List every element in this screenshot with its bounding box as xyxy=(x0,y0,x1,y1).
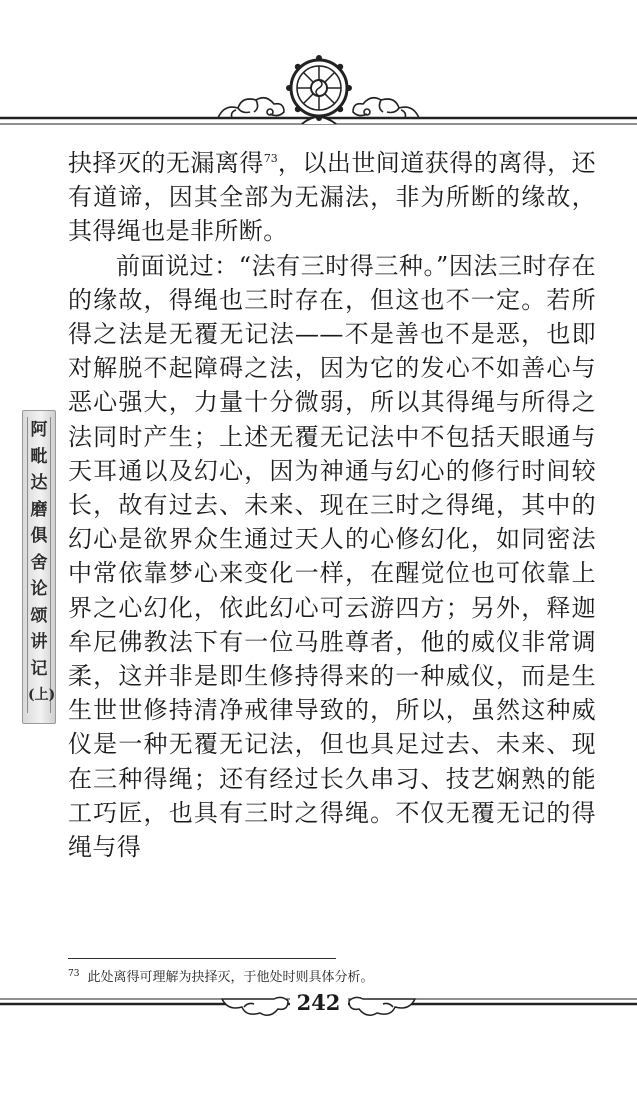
side-tab-char: 磨 xyxy=(30,499,48,520)
footnote-divider xyxy=(68,958,336,959)
page-number: 242 xyxy=(296,990,341,1015)
side-tab-char: 阿 xyxy=(30,420,48,440)
side-tab-char: 达 xyxy=(30,473,48,493)
side-tab-char: 毗 xyxy=(30,446,48,467)
footnote-reference[interactable]: 73 xyxy=(263,152,278,165)
footnote-text: 此处离得可理解为抉择灭，于他处时则具体分析。 xyxy=(87,970,374,985)
paragraph xyxy=(68,146,596,249)
footnote xyxy=(68,966,373,985)
paragraph-text: ，以出世间道获得的离得，还有道谛，因其全部为无漏法，非为所断的缘故，其得绳也是非所断。 xyxy=(68,149,596,246)
side-tab-char: 论 xyxy=(30,579,48,599)
side-tab-char: 讲 xyxy=(30,632,48,652)
side-tab-char: 舍 xyxy=(30,552,48,573)
side-tab-char: (上) xyxy=(28,687,56,703)
side-tab-char: 俱 xyxy=(30,526,48,546)
paragraph-text: 抉择灭的无漏离得 xyxy=(68,149,264,177)
auspicious-cloud-icon xyxy=(218,98,284,118)
dharma-wheel-icon xyxy=(286,55,352,124)
book-title-side-tab xyxy=(22,410,56,724)
paragraph: 前面说过：“法有三时得三种。”因法三时存在的缘故，得绳也三时存在，但这也不一定。若所得之法是无覆无记法——不是善也不是恶，也即对解脱不起障碍之法，因为它的发心不如善心与恶心强大，力量十分微弱，所以其得绳与所得之法同时产生；上述无覆无记法中不包括天眼通与天耳通以及幻心，因为神通与幻心的修行时间较长，故有过去、未来、现在三时之得绳，其中的幻心是欲界众生通过天人的心修幻化，如同密法中常依靠梦心来变化一样，在醒觉位也可依靠上界之心幻化，依此幻心可云游四方；另外，释迦牟尼佛教法下有一位马胜尊者，他的威仪非常调柔，这并非是即生修持得来的一种威仪，而是生生世世修持清净戒律导致的，所以，虽然这种威仪是一种无覆无记法，但也具足过去、未来、现在三种得绳；还有经过长久串习、技艺娴熟的能工巧匠，也具有三时之得绳。不仅无覆无记的得绳与得 xyxy=(68,251,596,862)
side-tab-char: 颂 xyxy=(30,605,48,626)
footnote-number: 73 xyxy=(68,968,80,979)
page-header xyxy=(0,0,637,140)
side-tab-char: 记 xyxy=(30,658,48,679)
page-body xyxy=(68,146,596,864)
auspicious-cloud-icon xyxy=(353,98,419,118)
